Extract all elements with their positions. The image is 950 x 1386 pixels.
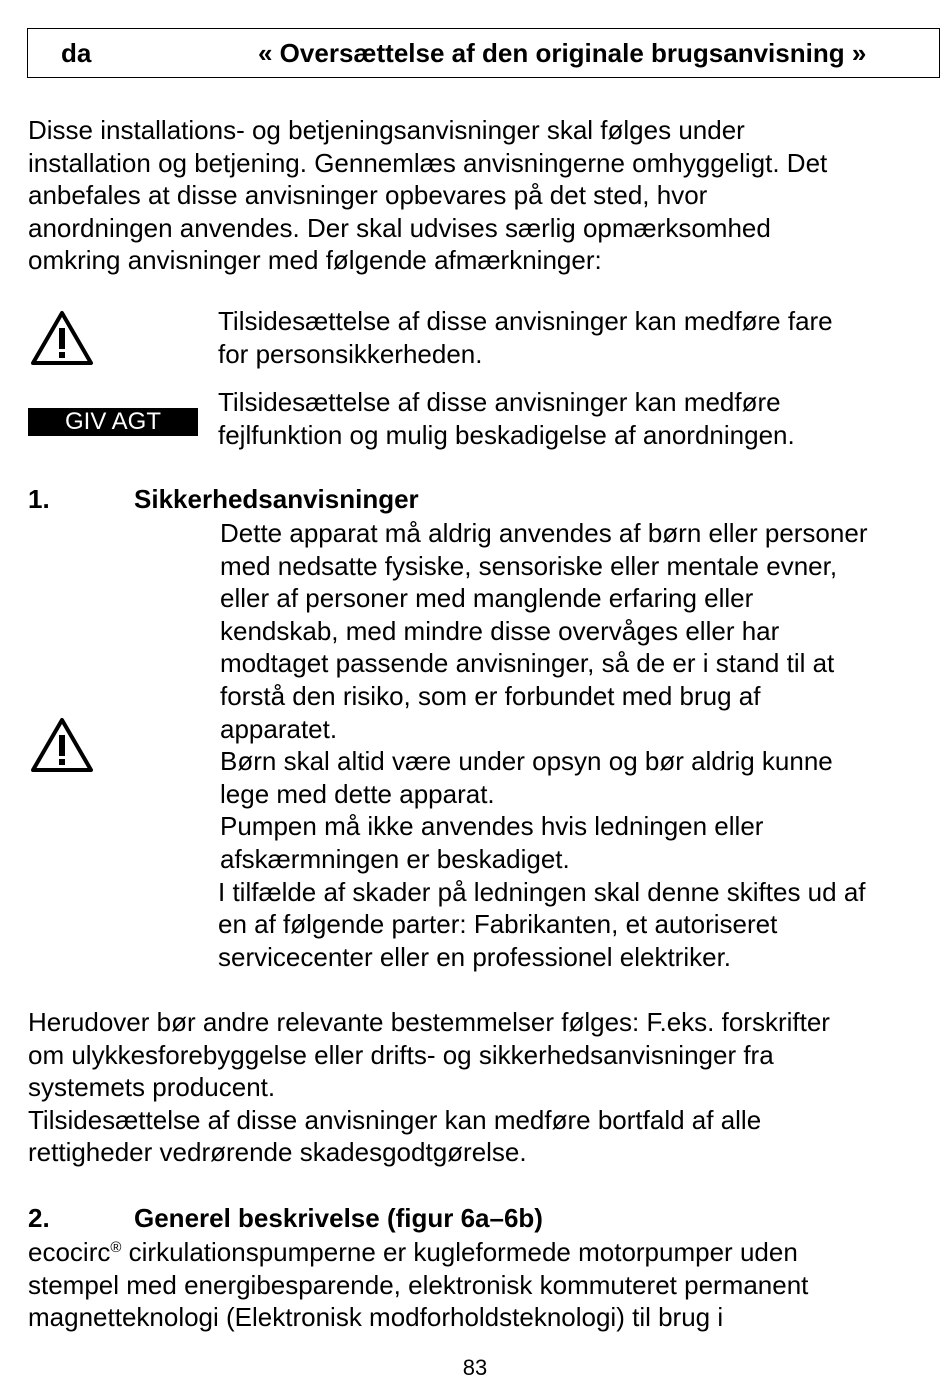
brand-name: ecocirc [28,1237,111,1267]
document-title: « Oversættelse af den originale brugsanvisning » [258,38,867,68]
text-line: Dette apparat må aldrig anvendes af børn eller personer [220,518,868,548]
text-line: anbefales at disse anvisninger opbevares på det sted, hvor [28,180,708,211]
header-box [27,28,940,78]
text-line: om ulykkesforebyggelse eller drifts- og sikkerhedsanvisninger fra [28,1039,774,1070]
page-number: 83 [462,1355,488,1380]
text-line: apparatet. [220,713,338,744]
section-number: 2. [28,1203,50,1233]
warning-triangle-icon [30,717,94,773]
warning-triangle-icon [30,310,94,366]
text-line: forstå den risiko, som er forbundet med brug af [220,680,761,711]
text-line: I tilfælde af skader på ledningen skal denne skiftes ud af [218,876,866,907]
registered-mark: ® [110,1239,122,1256]
text-line: Tilsidesættelse af disse anvisninger kan medføre bortfald af alle [28,1104,762,1135]
section-title: Generel beskrivelse (figur 6a–6b) [134,1203,543,1233]
caution-badge: GIV AGT [28,408,198,436]
text-line: omkring anvisninger med følgende afmærkninger: [28,245,602,276]
section-title: Sikkerhedsanvisninger [134,484,419,514]
text-run: cirkulationspumperne er kugleformede motorpumper uden [121,1237,798,1267]
language-code: da [61,38,92,68]
text-line: servicecenter eller en professionel elektriker. [218,941,732,972]
section-number: 1. [28,484,50,514]
text-line: rettigheder vedrørende skadesgodtgørelse. [28,1137,527,1168]
caution-description [218,386,795,451]
text-line: kendskab, med mindre disse overvåges eller har [220,615,780,646]
danger-description [218,305,833,370]
intro-paragraph [28,114,827,277]
text-line: Herudover bør andre relevante bestemmelser følges: F.eks. forskrifter [28,1007,830,1037]
general-description [28,1236,808,1334]
text-line: lege med dette apparat. [220,778,495,809]
text-line: magnetteknologi (Elektronisk modforholdsteknologi) til brug i [28,1302,724,1333]
text-line: Tilsidesættelse af disse anvisninger kan medføre [218,387,781,417]
text-line: afskærmningen er beskadiget. [220,843,570,874]
safety-instructions [220,517,867,973]
text-line: Pumpen må ikke anvendes hvis ledningen eller [220,811,764,842]
text-line: Tilsidesættelse af disse anvisninger kan medføre fare [218,306,833,336]
text-line: med nedsatte fysiske, sensoriske eller mentale evner, [220,550,838,581]
text-line: modtaget passende anvisninger, så de er i stand til at [220,648,835,679]
text-line: eller af personer med manglende erfaring eller [220,583,754,614]
text-line: stempel med energibesparende, elektronisk kommuteret permanent [28,1269,809,1300]
text-line: for personsikkerheden. [218,338,483,369]
text-line: anordningen anvendes. Der skal udvises særlig opmærksomhed [28,212,771,243]
text-line: Disse installations- og betjeningsanvisninger skal følges under [28,115,745,145]
text-line: systemets producent. [28,1072,276,1103]
regulations-paragraph [28,1006,830,1169]
text-line: Børn skal altid være under opsyn og bør aldrig kunne [220,746,833,777]
text-line [28,1236,808,1269]
text-line: en af følgende parter: Fabrikanten, et autoriseret [218,909,778,940]
text-line: fejlfunktion og mulig beskadigelse af anordningen. [218,419,795,450]
text-line: installation og betjening. Gennemlæs anvisningerne omhyggeligt. Det [28,147,828,178]
